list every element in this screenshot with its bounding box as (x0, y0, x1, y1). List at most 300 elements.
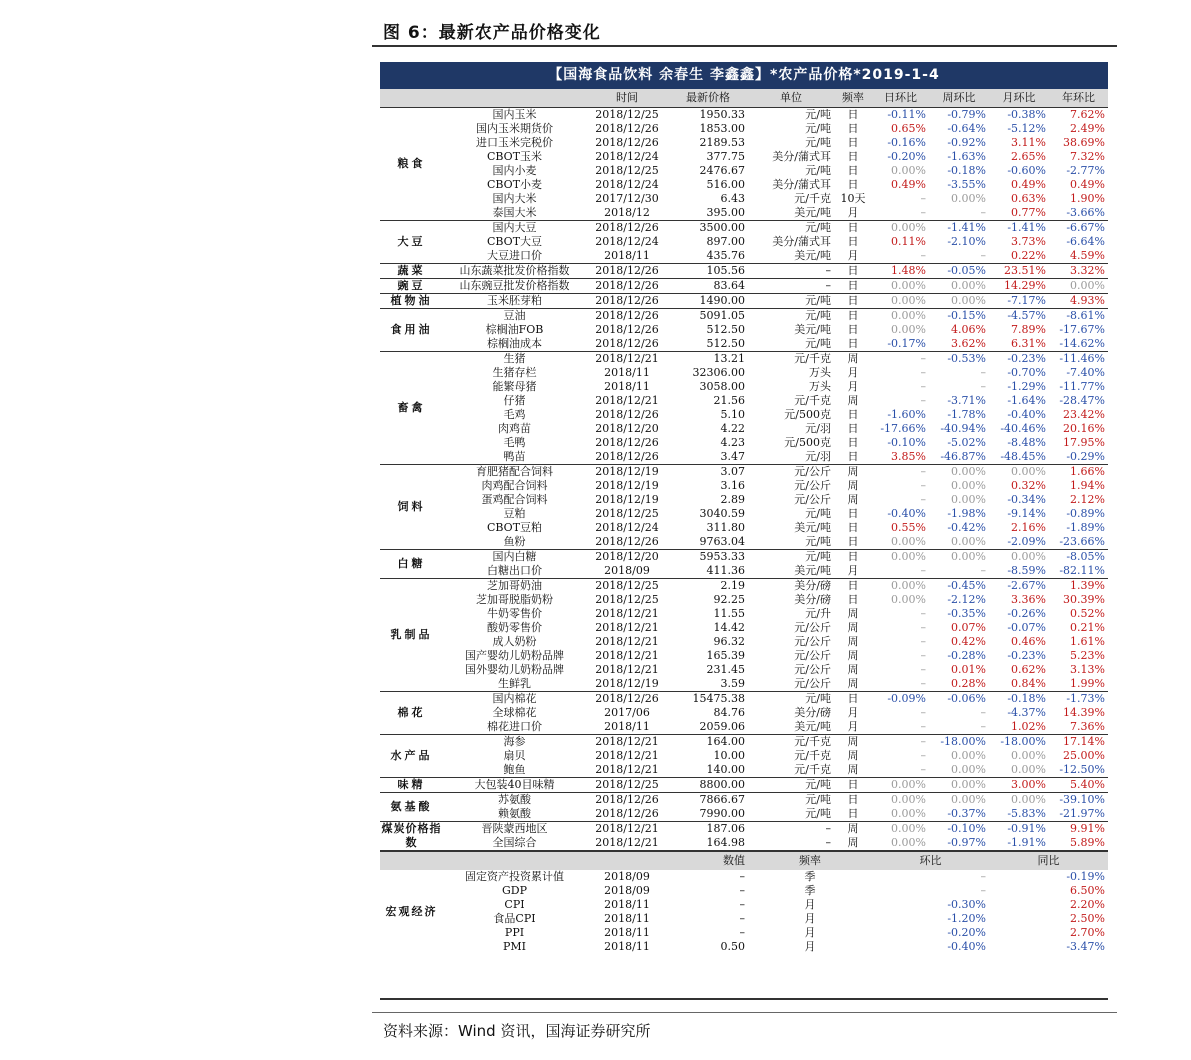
date-cell: 2018/12/26 (595, 408, 659, 421)
table-row (380, 692, 1108, 707)
unit-cell: 美分/蒲式耳 (772, 150, 831, 163)
price-cell: 84.76 (713, 706, 745, 719)
unit-cell: 元/吨 (748, 692, 834, 707)
monthly-change: 0.00% (989, 465, 1049, 480)
item-name: 国内大豆 (443, 221, 586, 236)
table-row (380, 164, 1108, 178)
table-row (380, 550, 1108, 565)
header-cell (443, 89, 586, 108)
category-label: 饲料 (380, 465, 443, 550)
table-row (380, 436, 1108, 450)
weekly-change: 0.28% (951, 677, 986, 690)
item-name: 苏氨酸 (443, 793, 586, 808)
price-cell: 3.59 (720, 677, 745, 690)
yoy-change: 6.50% (1070, 884, 1105, 897)
weekly-change: 0.00% (951, 192, 986, 205)
frequency-cell: 周 (847, 479, 859, 492)
weekly-change: 0.00% (929, 279, 989, 294)
monthly-change: 0.46% (1011, 635, 1046, 648)
table-row (380, 465, 1108, 480)
frequency-cell: 日 (834, 108, 872, 123)
daily-change: -0.16% (887, 136, 926, 149)
daily-change: 0.00% (891, 593, 926, 606)
monthly-change: -0.91% (989, 822, 1049, 837)
daily-change: – (872, 735, 929, 750)
unit-cell: 元/升 (805, 607, 831, 620)
item-name: 毛鸭 (503, 436, 526, 449)
date-cell: 2018/12/24 (595, 521, 659, 534)
weekly-change: 0.42% (951, 635, 986, 648)
yearly-change: 17.95% (1063, 436, 1105, 449)
date-cell: 2018/12/26 (595, 436, 659, 449)
indicator-name: GDP (501, 884, 527, 897)
daily-change: – (920, 564, 926, 577)
weekly-change: -0.97% (947, 836, 986, 849)
column-header: 频率 (748, 851, 872, 870)
weekly-change: 0.00% (929, 294, 989, 309)
table-row (380, 822, 1108, 837)
table-row (380, 221, 1108, 236)
item-name: 进口玉米完税价 (476, 136, 553, 149)
frequency-cell: 季 (804, 884, 816, 897)
frequency-cell: 月 (804, 926, 816, 939)
unit-cell: 美元/吨 (794, 249, 831, 262)
price-cell: 13.21 (668, 352, 748, 367)
date-cell: 2017/06 (604, 706, 650, 719)
weekly-change: 0.00% (951, 493, 986, 506)
daily-change: – (920, 394, 926, 407)
weekly-change: – (980, 380, 986, 393)
item-name: 蛋鸡配合饲料 (481, 493, 548, 506)
yearly-change: 23.42% (1063, 408, 1105, 421)
price-cell: 7990.00 (699, 807, 745, 820)
date-cell: 2018/12/26 (586, 309, 668, 324)
price-cell: 516.00 (706, 178, 745, 191)
item-name: 豆油 (443, 309, 586, 324)
weekly-change: -0.64% (947, 122, 986, 135)
weekly-change: -0.79% (929, 108, 989, 123)
frequency-cell: 日 (847, 164, 859, 177)
table-row (380, 607, 1108, 621)
table-row (380, 309, 1108, 324)
frequency-cell: 周 (847, 394, 859, 407)
daily-change: 0.00% (872, 778, 929, 793)
value-cell: – (739, 884, 745, 897)
monthly-change: -0.26% (1007, 607, 1046, 620)
date-cell: 2018/12/25 (586, 778, 668, 793)
table-row (380, 178, 1108, 192)
table-row (380, 507, 1108, 521)
price-cell: 164.00 (668, 735, 748, 750)
price-cell: 512.50 (706, 323, 745, 336)
weekly-change: – (980, 206, 986, 219)
mom-change: -0.30% (947, 898, 986, 911)
table-row (380, 793, 1108, 808)
weekly-change: – (980, 366, 986, 379)
item-name: CBOT小麦 (486, 178, 543, 191)
item-name: 棉花进口价 (487, 720, 542, 733)
item-name: 酸奶零售价 (487, 621, 542, 634)
unit-cell: 元/千克 (794, 763, 831, 776)
item-name: 能繁母猪 (492, 380, 537, 393)
monthly-change: -18.00% (989, 735, 1049, 750)
mom-change: -0.20% (947, 926, 986, 939)
item-name: CBOT大豆 (486, 235, 543, 248)
unit-cell: 万头 (809, 366, 831, 379)
monthly-change: -4.57% (989, 309, 1049, 324)
daily-change: 0.55% (891, 521, 926, 534)
item-name: 山东蔬菜批发价格指数 (443, 264, 586, 279)
monthly-change: 6.31% (1011, 337, 1046, 350)
value-cell: – (739, 898, 745, 911)
date-cell: 2018/11 (604, 926, 650, 939)
daily-change: – (872, 352, 929, 367)
indicator-name: 固定资产投资累计值 (465, 870, 564, 883)
price-cell: 231.45 (706, 663, 745, 676)
weekly-change: 0.00% (951, 749, 986, 762)
daily-change: 0.00% (872, 793, 929, 808)
yearly-change: 2.12% (1070, 493, 1105, 506)
item-name: 大包装40目味精 (443, 778, 586, 793)
table-row (380, 649, 1108, 663)
item-name: 国内棉花 (443, 692, 586, 707)
item-name: 玉米胚芽粕 (443, 294, 586, 309)
column-header: 单位 (748, 89, 834, 108)
date-cell: 2018/11 (604, 940, 650, 953)
table-row (380, 408, 1108, 422)
monthly-change: -1.41% (989, 221, 1049, 236)
yearly-change: 14.39% (1063, 706, 1105, 719)
monthly-change: 2.65% (1011, 150, 1046, 163)
table-row (380, 521, 1108, 535)
daily-change: – (920, 649, 926, 662)
price-cell: 32306.00 (692, 366, 745, 379)
weekly-change: 0.00% (951, 535, 986, 548)
unit-cell: 美元/吨 (794, 521, 831, 534)
item-name: CBOT玉米 (486, 150, 543, 163)
unit-cell: 美元/吨 (794, 323, 831, 336)
monthly-change: -9.14% (1007, 507, 1046, 520)
table-row (380, 621, 1108, 635)
date-cell: 2018/12/21 (595, 621, 659, 634)
daily-change: – (920, 663, 926, 676)
title-divider (372, 45, 1117, 47)
price-cell: 165.39 (706, 649, 745, 662)
frequency-cell: 周 (847, 621, 859, 634)
yearly-change: -28.47% (1059, 394, 1105, 407)
monthly-change: 23.51% (989, 264, 1049, 279)
unit-cell: 元/公斤 (794, 649, 831, 662)
source-note: 资料来源：Wind 资讯，国海证券研究所 (383, 1022, 651, 1040)
date-cell: 2018/12 (604, 206, 650, 219)
table-row (380, 264, 1108, 279)
date-cell: 2018/09 (604, 870, 650, 883)
table-row (380, 635, 1108, 649)
yoy-change: 2.70% (1070, 926, 1105, 939)
yoy-change: 2.50% (1070, 912, 1105, 925)
item-name: 鸭苗 (503, 450, 526, 463)
daily-change: – (920, 635, 926, 648)
daily-change: – (920, 366, 926, 379)
frequency-cell: 周 (847, 635, 859, 648)
date-cell: 2018/12/26 (586, 692, 668, 707)
monthly-change: 14.29% (989, 279, 1049, 294)
unit-cell: 元/公斤 (794, 479, 831, 492)
unit-cell: 元/吨 (805, 337, 831, 350)
yearly-change: 5.23% (1070, 649, 1105, 662)
monthly-change: 0.63% (1011, 192, 1046, 205)
yearly-change: 7.62% (1049, 108, 1108, 123)
monthly-change: 7.89% (1011, 323, 1046, 336)
yearly-change: -6.67% (1049, 221, 1108, 236)
item-name: 全球棉花 (492, 706, 537, 719)
table-row (380, 249, 1108, 264)
unit-cell: 元/公斤 (794, 677, 831, 690)
item-name: 国内小麦 (492, 164, 537, 177)
date-cell: 2018/11 (604, 720, 650, 733)
weekly-change: 4.06% (951, 323, 986, 336)
table-row (380, 380, 1108, 394)
table-row (380, 294, 1108, 309)
weekly-change: 0.00% (929, 550, 989, 565)
item-name: 毛鸡 (503, 408, 526, 421)
category-label: 食用油 (380, 309, 443, 352)
price-cell: 1950.33 (668, 108, 748, 123)
column-header: 时间 (586, 89, 668, 108)
table-row (380, 279, 1108, 294)
weekly-change: -0.05% (929, 264, 989, 279)
monthly-change: -48.45% (1000, 450, 1046, 463)
date-cell: 2018/12/26 (586, 221, 668, 236)
monthly-change: -8.59% (1007, 564, 1046, 577)
yearly-change: -7.40% (1066, 366, 1105, 379)
daily-change: – (872, 465, 929, 480)
weekly-change: – (980, 249, 986, 262)
unit-cell: 元/吨 (805, 136, 831, 149)
weekly-change: -3.55% (947, 178, 986, 191)
frequency-cell: 周 (834, 822, 872, 837)
date-cell: 2018/12/21 (595, 394, 659, 407)
frequency-cell: 日 (847, 507, 859, 520)
unit-cell: 元/吨 (748, 221, 834, 236)
monthly-change: 0.00% (1011, 763, 1046, 776)
table-row (380, 337, 1108, 352)
unit-cell: 元/羽 (805, 422, 831, 435)
price-cell: 2.19 (668, 579, 748, 594)
date-cell: 2018/12/19 (595, 493, 659, 506)
mom-change: – (980, 870, 986, 883)
frequency-cell: 日 (834, 294, 872, 309)
weekly-change: 0.00% (929, 793, 989, 808)
mom-change: -0.40% (947, 940, 986, 953)
item-name: 白糖出口价 (487, 564, 542, 577)
daily-change: 0.00% (872, 309, 929, 324)
frequency-cell: 日 (847, 323, 859, 336)
monthly-change: -1.29% (1007, 380, 1046, 393)
weekly-change: -0.15% (929, 309, 989, 324)
monthly-change: -2.67% (989, 579, 1049, 594)
daily-change: – (920, 380, 926, 393)
price-cell: 10.00 (713, 749, 745, 762)
yearly-change: 17.14% (1049, 735, 1108, 750)
table-row (380, 493, 1108, 507)
yearly-change: 5.40% (1049, 778, 1108, 793)
date-cell: 2018/12/21 (595, 635, 659, 648)
table-row (380, 564, 1108, 579)
figure-title: 图 6：最新农产品价格变化 (383, 23, 601, 43)
unit-cell: – (748, 279, 834, 294)
price-cell: 395.00 (706, 206, 745, 219)
yearly-change: -1.73% (1049, 692, 1108, 707)
category-label: 畜禽 (380, 352, 443, 465)
yearly-change: 2.49% (1070, 122, 1105, 135)
item-name: 鲍鱼 (503, 763, 526, 776)
table-row (380, 206, 1108, 221)
date-cell: 2018/12/26 (586, 294, 668, 309)
unit-cell: 元/500克 (784, 408, 831, 421)
monthly-change: -1.64% (1007, 394, 1046, 407)
header-cell (443, 851, 586, 870)
unit-cell: 美分/磅 (794, 593, 831, 606)
header-cell (586, 851, 668, 870)
frequency-cell: 日 (834, 550, 872, 565)
weekly-change: -5.02% (947, 436, 986, 449)
unit-cell: 万头 (809, 380, 831, 393)
header-cell (380, 89, 443, 108)
item-name: 棕榈油成本 (487, 337, 542, 350)
weekly-change: 3.62% (951, 337, 986, 350)
date-cell: 2018/12/19 (595, 677, 659, 690)
yoy-change: -0.19% (1066, 870, 1105, 883)
date-cell: 2018/12/21 (595, 763, 659, 776)
price-cell: 3.16 (720, 479, 745, 492)
price-cell: 5.10 (720, 408, 745, 421)
value-cell: – (739, 926, 745, 939)
unit-cell: 元/千克 (748, 735, 834, 750)
frequency-cell: 日 (847, 235, 859, 248)
date-cell: 2018/11 (604, 249, 650, 262)
table-row (380, 663, 1108, 677)
value-cell: – (739, 870, 745, 883)
date-cell: 2018/12/19 (586, 465, 668, 480)
yearly-change: -39.10% (1049, 793, 1108, 808)
monthly-change: 0.00% (1011, 749, 1046, 762)
date-cell: 2018/12/21 (595, 607, 659, 620)
unit-cell: 元/吨 (805, 535, 831, 548)
mom-change: -1.20% (947, 912, 986, 925)
table-row (380, 235, 1108, 249)
yearly-change: -82.11% (1059, 564, 1105, 577)
date-cell: 2018/12/21 (595, 836, 659, 849)
monthly-change: 3.36% (1011, 593, 1046, 606)
frequency-cell: 日 (834, 279, 872, 294)
monthly-change: -7.17% (989, 294, 1049, 309)
daily-change: 0.00% (872, 221, 929, 236)
weekly-change: -40.94% (940, 422, 986, 435)
table-row (380, 323, 1108, 337)
date-cell: 2018/12/21 (595, 663, 659, 676)
yearly-change: -6.64% (1066, 235, 1105, 248)
weekly-change: -0.45% (929, 579, 989, 594)
yearly-change: -2.77% (1066, 164, 1105, 177)
daily-change: – (920, 763, 926, 776)
table-row (380, 136, 1108, 150)
item-name: 肉鸡配合饲料 (481, 479, 548, 492)
item-name: 海参 (443, 735, 586, 750)
price-cell: 2059.06 (699, 720, 745, 733)
weekly-change: -0.28% (947, 649, 986, 662)
monthly-change: -0.70% (1007, 366, 1046, 379)
frequency-cell: 月 (847, 706, 859, 719)
indicator-name: 食品CPI (493, 912, 536, 925)
frequency-cell: 日 (834, 264, 872, 279)
table-row (380, 579, 1108, 594)
frequency-cell: 日 (847, 535, 859, 548)
monthly-change: 0.32% (1011, 479, 1046, 492)
macro-row (380, 870, 1108, 884)
unit-cell: 元/吨 (748, 309, 834, 324)
frequency-cell: 月 (847, 366, 859, 379)
monthly-change: -5.83% (1007, 807, 1046, 820)
category-label: 宏观经济 (385, 905, 438, 918)
macro-header-row (380, 851, 1108, 870)
header-row (380, 89, 1108, 108)
weekly-change: 0.00% (951, 479, 986, 492)
price-cell: 92.25 (713, 593, 745, 606)
frequency-cell: 日 (834, 778, 872, 793)
daily-change: – (920, 249, 926, 262)
weekly-change: -0.42% (947, 521, 986, 534)
unit-cell: 元/公斤 (794, 635, 831, 648)
date-cell: 2018/12/26 (595, 535, 659, 548)
frequency-cell: 月 (847, 564, 859, 577)
yearly-change: 1.66% (1049, 465, 1108, 480)
column-header: 频率 (834, 89, 872, 108)
frequency-cell: 日 (847, 150, 859, 163)
unit-cell: 元/公斤 (748, 465, 834, 480)
value-cell: 0.50 (720, 940, 745, 953)
table-row (380, 807, 1108, 822)
yearly-change: -0.29% (1066, 450, 1105, 463)
unit-cell: 元/吨 (805, 164, 831, 177)
price-cell: 4.22 (720, 422, 745, 435)
unit-cell: 元/吨 (748, 550, 834, 565)
frequency-cell: 月 (847, 380, 859, 393)
yearly-change: -8.61% (1049, 309, 1108, 324)
monthly-change: -0.34% (1007, 493, 1046, 506)
date-cell: 2018/12/24 (595, 150, 659, 163)
yearly-change: 7.32% (1070, 150, 1105, 163)
yearly-change: 3.32% (1049, 264, 1108, 279)
item-name: 国产婴幼儿奶粉品牌 (465, 649, 564, 662)
yearly-change: 30.39% (1063, 593, 1105, 606)
frequency-cell: 月 (847, 249, 859, 262)
table-row (380, 150, 1108, 164)
unit-cell: 元/吨 (805, 122, 831, 135)
price-cell: 140.00 (706, 763, 745, 776)
date-cell: 2018/12/25 (595, 593, 659, 606)
frequency-cell: 周 (847, 749, 859, 762)
date-cell: 2018/12/26 (586, 279, 668, 294)
daily-change: 0.00% (891, 535, 926, 548)
table-row (380, 593, 1108, 607)
table-row (380, 450, 1108, 465)
daily-change: -1.60% (887, 408, 926, 421)
indicator-name: PPI (504, 926, 525, 939)
item-name: 仔猪 (503, 394, 526, 407)
daily-change: – (920, 493, 926, 506)
monthly-change: -0.23% (989, 352, 1049, 367)
